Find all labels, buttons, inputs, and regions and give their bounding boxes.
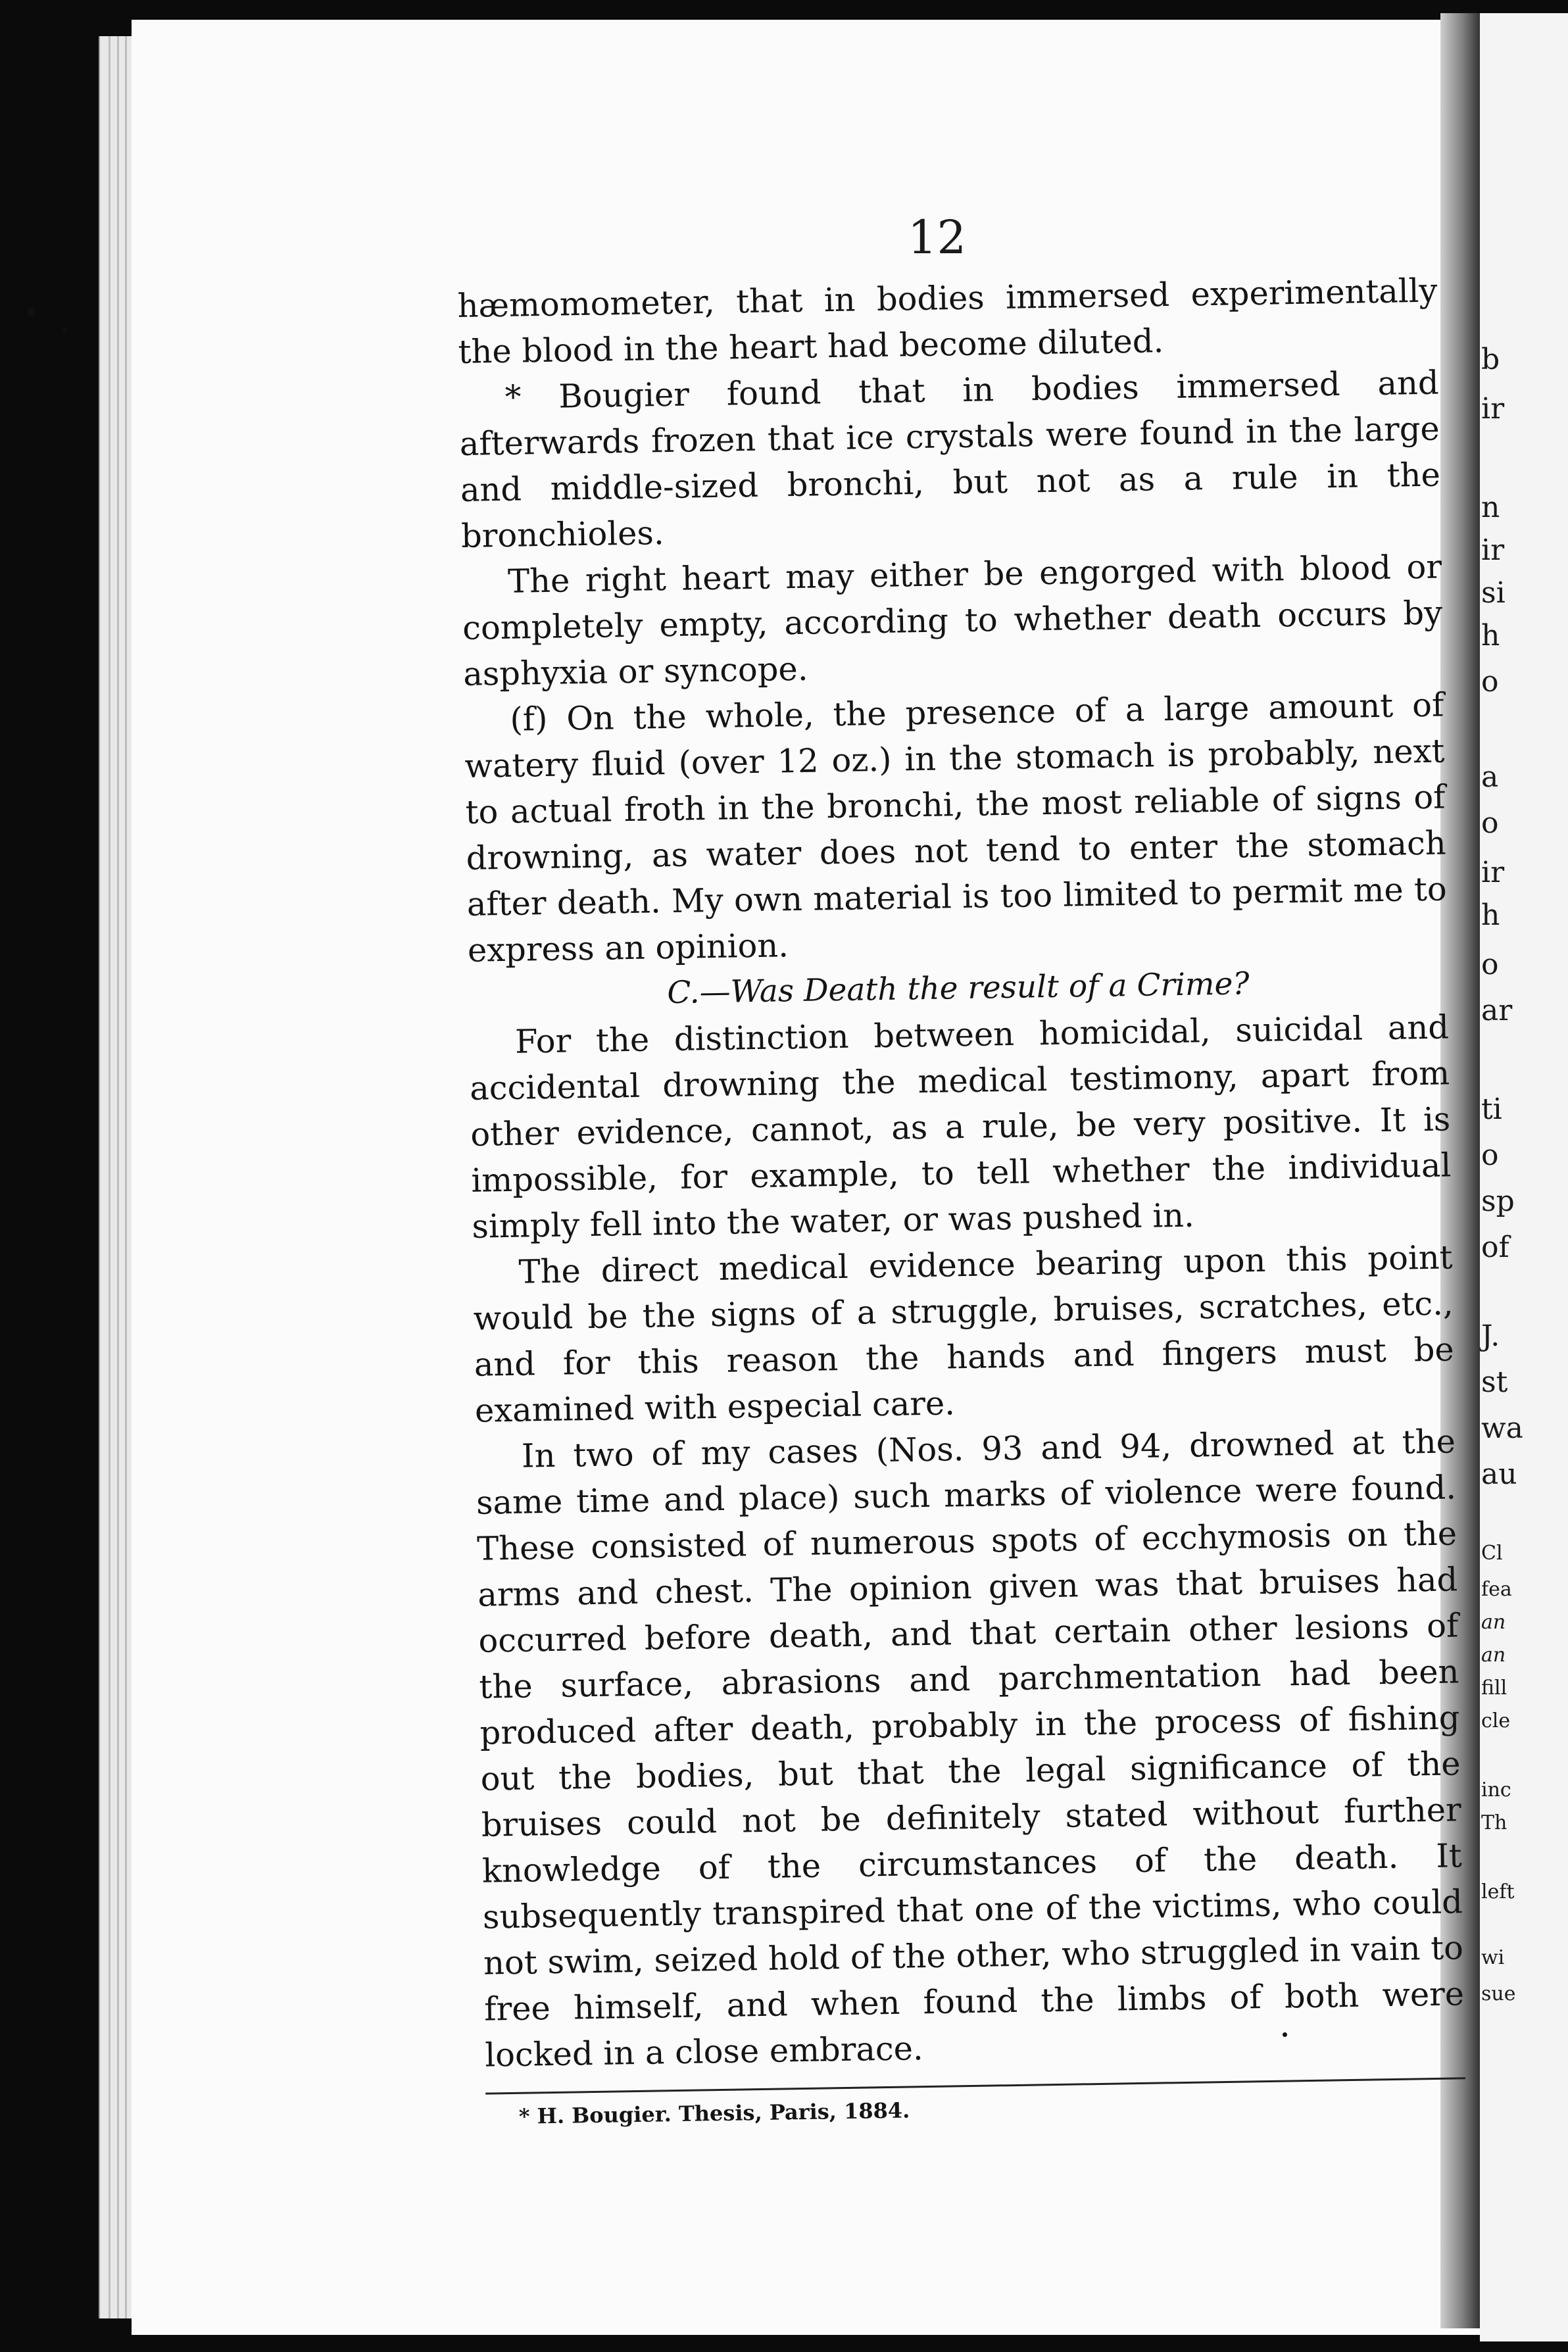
facing-page-fragment — [1480, 13, 1568, 2341]
paragraph: In two of my cases (Nos. 93 and 94, drowned at the same time and place) such marks of violence were found. These consisted of numerous spots of ecchymosis on the arms and chest. The opinion given was that bruises had occurred before death, and that certain other lesions of the surface, abrasions and parchmentation had been produced after death, probably in the process of fishing out the bodies, but that the legal significance of the bruises could not be definitely stated without further knowledge of the circumstances of the death. It subsequently transpired that one of the victims, who could not swim, seized hold of the other, who struggled in vain to free himself, and when found the limbs of both were locked in a close embrace. — [476, 1422, 1465, 2074]
facing-page-text: Th — [1481, 1811, 1507, 1834]
page-body — [457, 268, 1466, 2130]
facing-page-text: fea — [1481, 1578, 1512, 1601]
facing-page-text: ir — [1481, 533, 1505, 567]
facing-page-text: cle — [1481, 1709, 1511, 1732]
facing-page-text: h — [1481, 898, 1500, 932]
section-heading: C.—Was Death the result of a Crime? — [666, 966, 1250, 1012]
paragraph: (f) On the whole, the presence of a large amount of watery fluid (over 12 oz.) in the stomach is probably, next to actual froth in the bronchi, the most reliable of signs of drowning, as water does not tend to enter the stomach after death. My own material is too limited to permit me to express an opinion. — [464, 685, 1448, 969]
scan-speck — [1283, 2032, 1287, 2037]
facing-page-text: J. — [1481, 1319, 1500, 1353]
facing-page-text: o — [1481, 806, 1499, 840]
facing-page-text: si — [1481, 576, 1506, 610]
scan-speck — [62, 328, 68, 333]
paragraph: The right heart may either be engorged with blood or completely empty, according to whether death occurs by asphyxia or syncope. — [462, 547, 1443, 693]
facing-page-text: ir — [1481, 392, 1505, 426]
facing-page-text: wa — [1481, 1411, 1523, 1445]
facing-page-text: n — [1481, 491, 1500, 524]
facing-page-text: an — [1481, 1644, 1506, 1667]
facing-page-text: fill — [1481, 1677, 1507, 1700]
facing-page-text: h — [1481, 619, 1500, 652]
facing-page-text: of — [1481, 1231, 1509, 1264]
page-edge-line — [109, 36, 110, 2318]
facing-page-text: an — [1481, 1611, 1506, 1634]
facing-page-text: ar — [1481, 994, 1513, 1027]
facing-page-text: au — [1481, 1458, 1517, 1491]
facing-page-text: o — [1481, 1139, 1499, 1172]
facing-page-text: a — [1481, 760, 1499, 794]
paragraph: The direct medical evidence bearing upon this point would be the signs of a struggle, bruises, scratches, etc., and for this reason the hands and fingers must be examined with especial care. — [473, 1238, 1455, 1430]
facing-page-text: sue — [1481, 1982, 1516, 2005]
facing-page-text: st — [1481, 1365, 1508, 1399]
facing-page-text: sp — [1481, 1185, 1515, 1218]
paragraph: For the distinction between homicidal, suicidal and accidental drowning the medical testimony, apart from other evidence, cannot, as a rule, be very positive. It is impossible, for example, to tell whether the individual simply fell into the water, or was pushed in. — [469, 1008, 1452, 1246]
facing-page-text: ir — [1481, 856, 1505, 889]
facing-page-text: o — [1481, 948, 1499, 981]
footnote: * H. Bougier. Thesis, Paris, 1884. — [518, 2097, 910, 2129]
facing-page-text: o — [1481, 665, 1499, 698]
page-number: 12 — [908, 210, 967, 264]
facing-page-text: b — [1481, 343, 1500, 376]
paragraph: * Bougier found that in bodies immersed and afterwards frozen that ice crystals were found in the large and middle-sized bronchi, but not as a rule in the bronchioles. — [459, 363, 1441, 555]
page-edge-line — [117, 36, 119, 2318]
facing-page-text: ti — [1481, 1092, 1502, 1126]
facing-page-text: inc — [1481, 1778, 1511, 1801]
scan-speck — [28, 308, 36, 316]
facing-page-text: left — [1481, 1880, 1515, 1903]
paragraph: hæmomometer, that in bodies immersed experimentally the blood in the heart had become diluted. — [457, 271, 1438, 371]
facing-page-text: Cl — [1481, 1542, 1503, 1565]
facing-page-text: wi — [1481, 1946, 1505, 1969]
page-edge-line — [125, 36, 127, 2318]
